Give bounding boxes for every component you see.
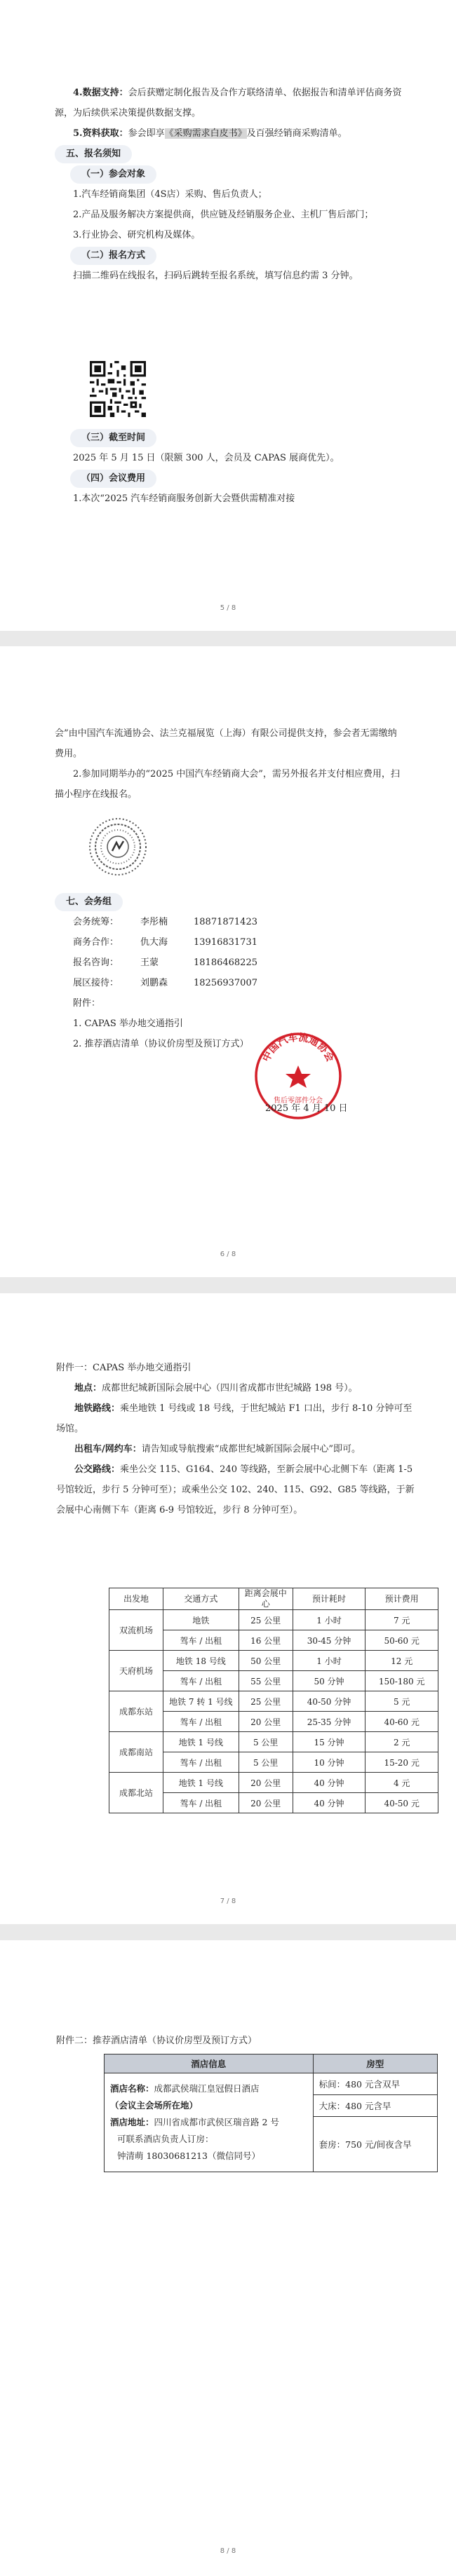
attachment-1-title: 附件一：CAPAS 举办地交通指引	[56, 1363, 192, 1373]
qr-code-icon	[90, 361, 146, 417]
sub-signup: （二）报名方式	[70, 247, 156, 265]
miniprogram-code[interactable]	[87, 816, 149, 878]
item4-text: 会后获赠定制化报告及合作方联络清单、依据报告和清单评估商务资源，为后续供采决策提供数据支撑。	[55, 88, 402, 118]
sub-deadline: （三）截至时间	[70, 429, 156, 447]
table-cell: 天府机场	[109, 1651, 163, 1691]
table-cell: 5 元	[366, 1691, 438, 1712]
table-cell: 20 公里	[239, 1773, 293, 1793]
table-cell: 50-60 元	[366, 1630, 438, 1651]
table-row	[109, 1732, 438, 1752]
table-row	[109, 1773, 438, 1793]
table-cell: 成都南站	[109, 1732, 163, 1773]
miniprogram-code-icon	[87, 816, 149, 878]
table-cell: 1 小时	[293, 1610, 366, 1630]
table-row	[109, 1691, 438, 1712]
table-row	[109, 1651, 438, 1671]
page-number: 7 / 8	[220, 1897, 236, 1905]
deadline-text: 2025 年 5 月 15 日（限额 300 人，会员及 CAPAS 展商优先）。	[73, 453, 340, 463]
attachment-2-title: 附件二：推荐酒店清单（协议价房型及预订方式）	[56, 2036, 257, 2046]
fee-continued: 会”由中国汽车流通协会、法兰克福展览（上海）有限公司提供支持，参会者无需缴纳费用。	[55, 728, 397, 759]
page6-body	[55, 723, 405, 805]
table-cell: 双流机场	[109, 1610, 163, 1651]
page5-body	[55, 83, 405, 286]
table-header-row: 出发地 交通方式 距离会展中心 预计耗时 预计费用	[109, 1588, 438, 1610]
table-cell: 50 公里	[239, 1651, 293, 1671]
table-row	[109, 1610, 438, 1630]
table-cell: 驾车 / 出租	[163, 1671, 239, 1691]
attachment-title: 附件：	[73, 998, 101, 1009]
table-cell: 5 公里	[239, 1732, 293, 1752]
item4-label: 4.数据支持：	[73, 88, 128, 98]
hotel-info-header: 酒店信息	[105, 2054, 314, 2073]
table-cell: 7 元	[366, 1610, 438, 1630]
transport-table	[109, 1588, 438, 1813]
table-cell: 40 分钟	[293, 1793, 366, 1813]
contact-row: 会务统筹： 李彤楠 18871871423	[73, 917, 257, 927]
table-cell: 16 公里	[239, 1630, 293, 1651]
table-cell: 5 公里	[239, 1752, 293, 1773]
page7-body	[56, 1358, 421, 1520]
table-cell: 15-20 元	[366, 1752, 438, 1773]
table-cell: 成都东站	[109, 1691, 163, 1732]
page6-body-2	[55, 892, 405, 1054]
contact-row: 报名咨询： 王蒙 18186468225	[73, 958, 257, 968]
table-cell: 驾车 / 出租	[163, 1793, 239, 1813]
venue-label: 地点：	[74, 1383, 102, 1393]
table-cell: 25 公里	[239, 1610, 293, 1630]
table-cell: 地铁 7 转 1 号线	[163, 1691, 239, 1712]
table-cell: 1 小时	[293, 1651, 366, 1671]
item5-post: 及百强经销商采购清单。	[246, 128, 347, 139]
table-cell: 30-45 分钟	[293, 1630, 366, 1651]
page5-body-2	[55, 428, 405, 509]
fee-text: 1.本次“2025 汽车经销商服务创新大会暨供需精准对接	[73, 493, 295, 504]
metro-text: 乘坐地铁 1 号线或 18 号线，于世纪城站 F1 口出，步行 8-10 分钟可至场馆。	[56, 1403, 413, 1434]
contact-row: 展区接待： 刘鹏森 18256937007	[73, 978, 257, 988]
table-cell: 驾车 / 出租	[163, 1712, 239, 1732]
seal-text: 中国汽车流通协会	[260, 1032, 336, 1064]
page-8	[0, 1940, 456, 2576]
bus-label: 公交路线：	[74, 1464, 121, 1475]
signup-text: 扫描二维码在线报名，扫码后跳转至报名系统，填写信息约需 3 分钟。	[73, 271, 358, 281]
page-7	[0, 1293, 456, 1924]
room-standard: 标间：480 元含双早	[313, 2073, 437, 2095]
seal-subtext: 售后零部件分会	[274, 1097, 323, 1105]
table-cell: 2 元	[366, 1732, 438, 1752]
attachment-2: 2. 推荐酒店清单（协议价房型及预订方式）	[73, 1039, 249, 1049]
room-king: 大床：480 元含早	[313, 2095, 437, 2117]
signup-qr-code[interactable]	[90, 361, 146, 417]
room-type-header: 房型	[313, 2054, 437, 2073]
table-cell: 25-35 分钟	[293, 1712, 366, 1732]
table-cell: 驾车 / 出租	[163, 1630, 239, 1651]
sub-participants: （一）参会对象	[70, 165, 156, 184]
table-cell: 成都北站	[109, 1773, 163, 1813]
contact-row: 商务合作： 仇大海 13916831731	[73, 937, 257, 948]
hotel-info-cell: 酒店名称：成都武侯瑞江皇冠假日酒店 （会议主会场所在地） 酒店地址：四川省成都市武侯区瑞音路 2 号 可联系酒店负责人订房： 钟清萌 18030681213（微信同号）	[105, 2073, 314, 2172]
page-number: 6 / 8	[220, 1250, 236, 1258]
page-number: 8 / 8	[220, 2547, 236, 2555]
table-cell: 地铁	[163, 1610, 239, 1630]
table-cell: 地铁 1 号线	[163, 1773, 239, 1793]
participant-1: 1.汽车经销商集团（4S店）采购、售后负责人；	[73, 189, 267, 200]
fee-2: 2.参加同期举办的“2025 中国汽车经销商大会”，需另外报名并支付相应费用，扫描小程序在线报名。	[55, 769, 400, 800]
table-cell: 驾车 / 出租	[163, 1752, 239, 1773]
table-cell: 40-50 元	[366, 1793, 438, 1813]
table-cell: 15 分钟	[293, 1732, 366, 1752]
metro-label: 地铁路线：	[74, 1403, 121, 1414]
table-cell: 40 分钟	[293, 1773, 366, 1793]
table-cell: 20 公里	[239, 1712, 293, 1732]
sub-fee: （四）会议费用	[70, 470, 156, 488]
page-number: 5 / 8	[220, 604, 236, 612]
table-cell: 12 元	[366, 1651, 438, 1671]
venue-text: 成都世纪城新国际会展中心（四川省成都市世纪城路 198 号）。	[102, 1383, 358, 1393]
bus-text: 乘坐公交 115、G164、240 等线路，至新会展中心北侧下车（距离 1-5 号馆较近，步行 5 分钟可至）；或乘坐公交 102、240、115、G92、G85 等线路，于新会展中心南侧下车（距离 6-9 号馆较近，步行 8 分钟可至）。	[56, 1464, 415, 1515]
item5-quote: 《采购需求白皮书》	[164, 128, 247, 139]
table-cell: 地铁 1 号线	[163, 1732, 239, 1752]
hotel-table	[104, 2054, 438, 2172]
table-cell: 50 分钟	[293, 1671, 366, 1691]
taxi-text: 请告知或导航搜索“成都世纪城新国际会展中心”即可。	[141, 1444, 361, 1454]
item5-pre: 参会即享	[128, 128, 165, 139]
table-cell: 25 公里	[239, 1691, 293, 1712]
room-suite: 套房：750 元/间夜含早	[313, 2117, 437, 2172]
page-6	[0, 646, 456, 1277]
table-cell: 40-60 元	[366, 1712, 438, 1732]
svg-text:中国汽车流通协会	[260, 1031, 337, 1063]
table-cell: 4 元	[366, 1773, 438, 1793]
table-cell: 地铁 18 号线	[163, 1651, 239, 1671]
section-5-title: 五、报名须知	[55, 145, 132, 163]
table-cell: 40-50 分钟	[293, 1691, 366, 1712]
table-cell: 10 分钟	[293, 1752, 366, 1773]
participant-2: 2.产品及服务解决方案提供商，供应链及经销服务企业、主机厂售后部门；	[73, 210, 374, 220]
taxi-label: 出租车/网约车：	[74, 1444, 142, 1454]
page-5	[0, 0, 456, 631]
item5-label: 5.资料获取：	[73, 128, 128, 139]
attachment-1: 1. CAPAS 举办地交通指引	[73, 1018, 183, 1029]
participant-3: 3.行业协会、研究机构及媒体。	[73, 230, 201, 240]
table-cell: 20 公里	[239, 1793, 293, 1813]
table-cell: 150-180 元	[366, 1671, 438, 1691]
section-7-title: 七、会务组	[55, 893, 123, 911]
table-cell: 55 公里	[239, 1671, 293, 1691]
issue-date: 2025 年 4 月 10 日	[265, 1103, 348, 1114]
